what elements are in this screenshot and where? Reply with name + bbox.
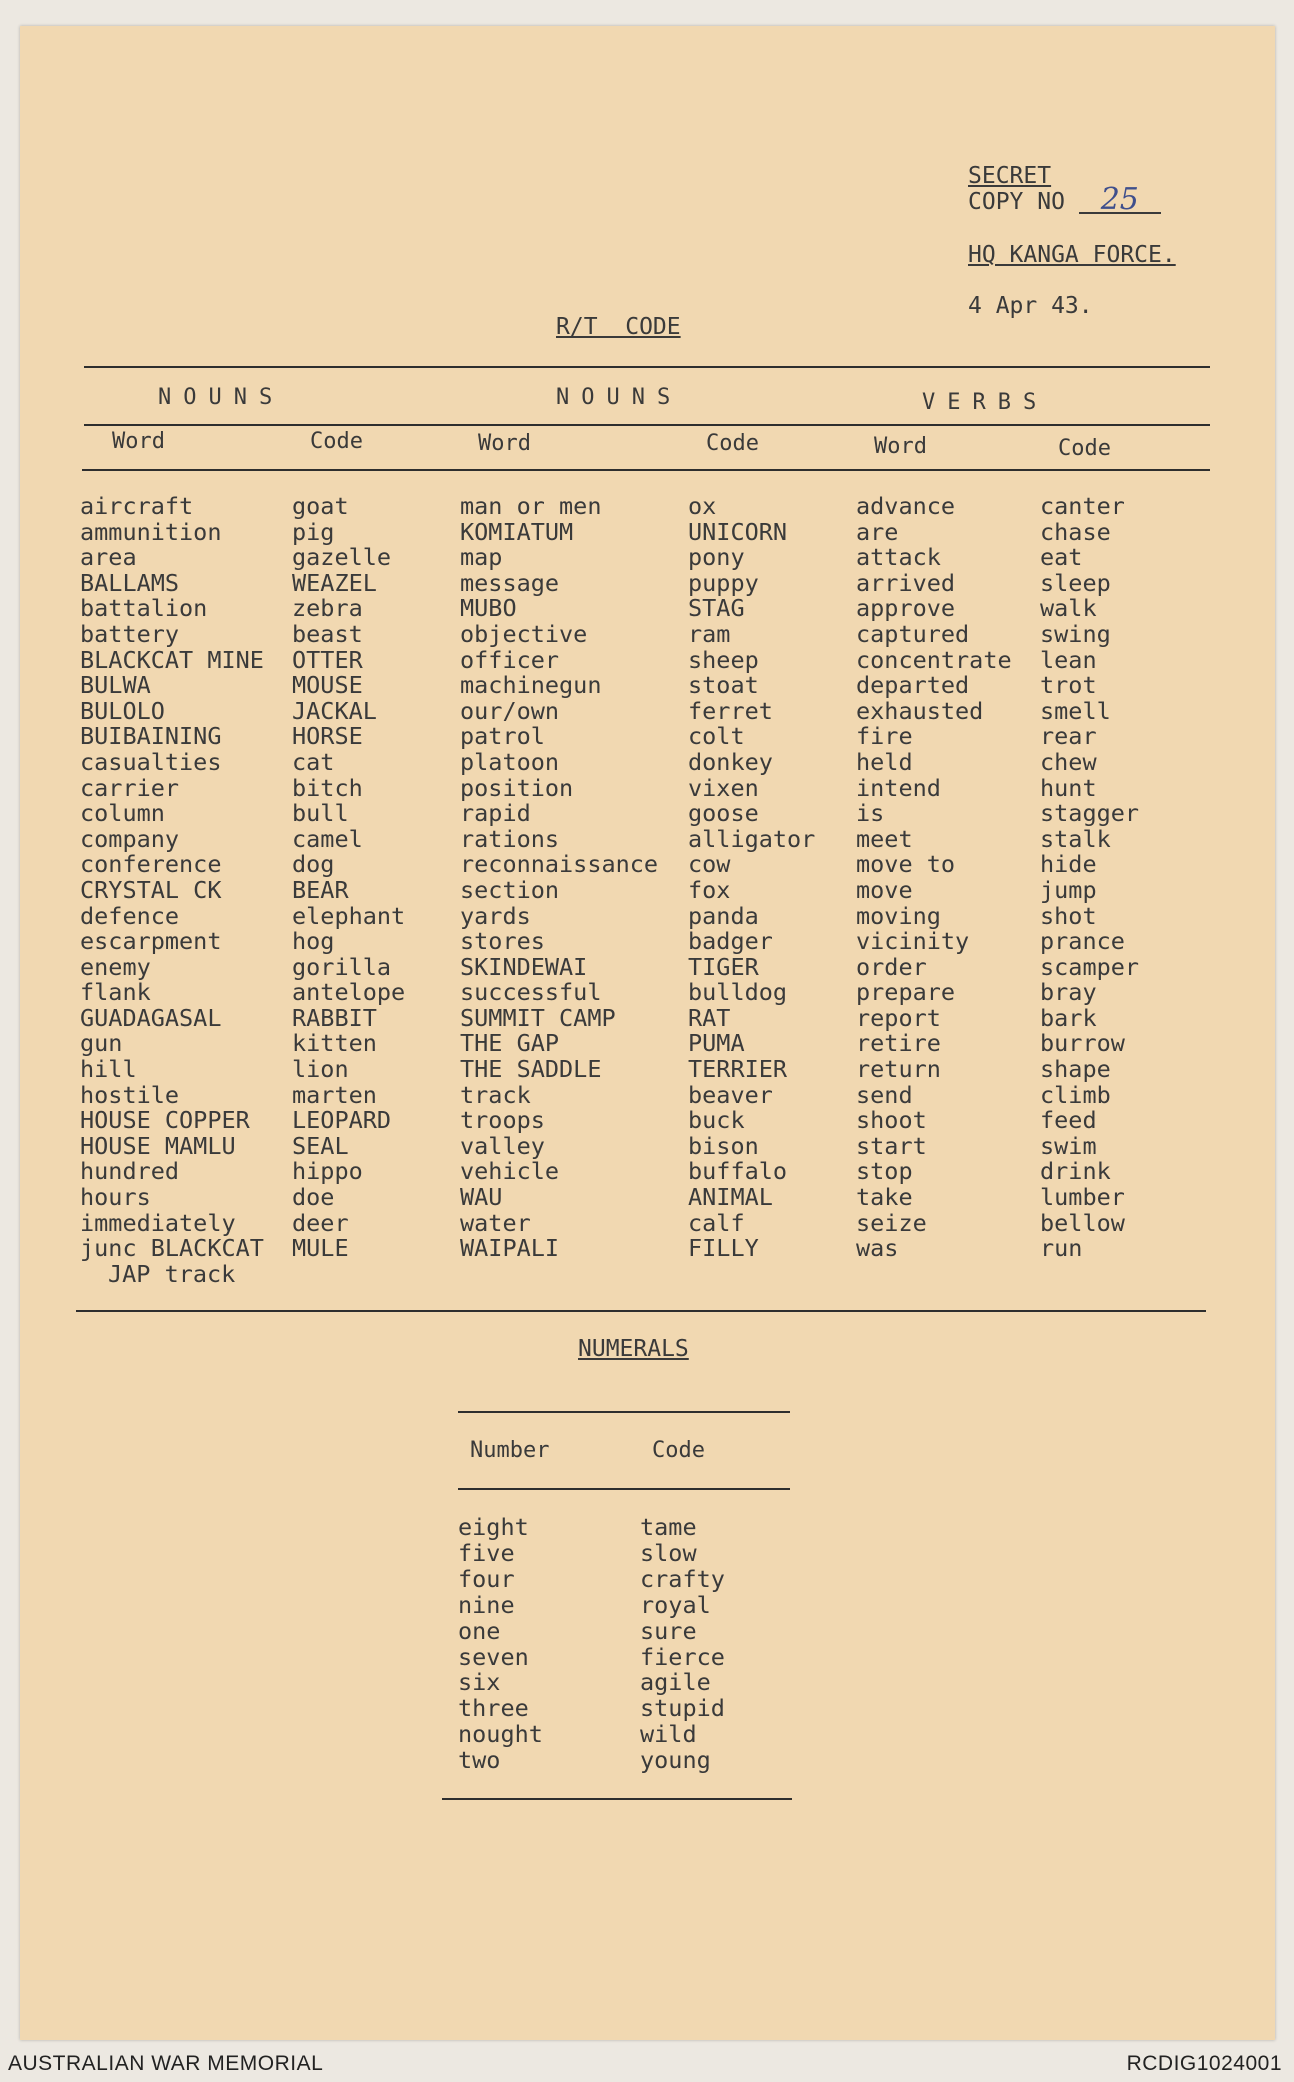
list-item: troops xyxy=(460,1106,545,1135)
nouns-2-code-column xyxy=(688,494,815,1262)
list-item: beast xyxy=(292,619,363,648)
list-item: BUIBAINING xyxy=(80,722,222,751)
verbs-word-column xyxy=(856,494,1012,1262)
list-item: kitten xyxy=(292,1029,377,1058)
list-item: hunt xyxy=(1040,773,1097,802)
list-item: gun xyxy=(80,1029,123,1058)
list-item: JAP track xyxy=(108,1259,236,1288)
list-item: four xyxy=(458,1564,515,1593)
list-item: LEOPARD xyxy=(292,1106,392,1135)
list-item: sheep xyxy=(688,645,759,674)
list-item: company xyxy=(80,824,180,853)
list-item: vixen xyxy=(688,773,759,802)
table-bottom-rule xyxy=(76,1310,1206,1312)
list-item: gorilla xyxy=(292,952,392,981)
list-item: column xyxy=(80,799,165,828)
list-item: reconnaissance xyxy=(460,850,659,879)
list-item: stupid xyxy=(640,1694,725,1723)
column-header-code-3: Code xyxy=(1058,436,1111,461)
list-item: ox xyxy=(688,492,717,520)
list-item: BLACKCAT MINE xyxy=(80,645,264,674)
list-item: MUBO xyxy=(460,594,517,623)
numerals-top-rule xyxy=(458,1411,790,1413)
numerals-number-header: Number xyxy=(470,1438,550,1463)
list-item: puppy xyxy=(688,568,759,597)
list-item: run xyxy=(1040,1234,1083,1263)
list-item: prance xyxy=(1040,927,1125,956)
list-item: bison xyxy=(688,1131,759,1160)
nouns-2-word-column xyxy=(460,494,658,1262)
list-item: report xyxy=(856,1003,941,1032)
list-item: crafty xyxy=(640,1564,725,1593)
list-item: SUMMIT CAMP xyxy=(460,1003,616,1032)
list-item: position xyxy=(460,773,574,802)
list-item: approve xyxy=(856,594,956,623)
list-item: exhausted xyxy=(856,696,984,725)
classification-label: SECRET xyxy=(968,163,1052,189)
list-item: stagger xyxy=(1040,799,1140,828)
list-item: eight xyxy=(458,1513,529,1541)
list-item: one xyxy=(458,1616,501,1645)
list-item: start xyxy=(856,1131,927,1160)
list-item: ferret xyxy=(688,696,773,725)
list-item: prepare xyxy=(856,978,956,1007)
list-item: buck xyxy=(688,1106,745,1135)
list-item: attack xyxy=(856,543,941,572)
numerals-code-header: Code xyxy=(652,1438,705,1463)
list-item: rations xyxy=(460,824,560,853)
list-item: gazelle xyxy=(292,543,392,572)
list-item: message xyxy=(460,568,560,597)
list-item: two xyxy=(458,1746,501,1775)
list-item: HOUSE MAMLU xyxy=(80,1131,236,1160)
list-item: eat xyxy=(1040,543,1083,572)
column-header-word-2: Word xyxy=(478,431,531,456)
list-item: concentrate xyxy=(856,645,1012,674)
list-item: five xyxy=(458,1538,515,1567)
list-item: shoot xyxy=(856,1106,927,1135)
copy-number-label xyxy=(968,182,1161,217)
list-item: stop xyxy=(856,1157,913,1186)
list-item: BULWA xyxy=(80,671,151,700)
list-item: section xyxy=(460,875,560,904)
list-item: conference xyxy=(80,850,222,879)
list-item: bray xyxy=(1040,978,1097,1007)
list-item: our/own xyxy=(460,696,560,725)
list-item: track xyxy=(460,1080,531,1109)
list-item: calf xyxy=(688,1208,745,1237)
list-item: advance xyxy=(856,492,956,520)
list-item: ram xyxy=(688,619,731,648)
list-item: fierce xyxy=(640,1642,725,1671)
list-item: donkey xyxy=(688,747,773,776)
list-item: stores xyxy=(460,927,545,956)
list-item: are xyxy=(856,517,899,546)
list-item: royal xyxy=(640,1590,711,1619)
list-item: BALLAMS xyxy=(80,568,180,597)
list-item: arrived xyxy=(856,568,956,597)
group-heading-nouns-2: NOUNS xyxy=(556,385,683,410)
list-item: THE SADDLE xyxy=(460,1055,602,1084)
list-item: BEAR xyxy=(292,875,349,904)
list-item: sure xyxy=(640,1616,697,1645)
list-item: hill xyxy=(80,1055,137,1084)
list-item: escarpment xyxy=(80,927,222,956)
list-item: TIGER xyxy=(688,952,759,981)
list-item: BULOLO xyxy=(80,696,165,725)
list-item: lion xyxy=(292,1055,349,1084)
list-item: seize xyxy=(856,1208,927,1237)
list-item: patrol xyxy=(460,722,545,751)
list-item: goose xyxy=(688,799,759,828)
list-item: objective xyxy=(460,619,588,648)
group-header-rule xyxy=(84,424,1210,426)
numerals-code-column xyxy=(640,1515,725,1774)
list-item: RAT xyxy=(688,1003,731,1032)
list-item: three xyxy=(458,1694,529,1723)
list-item: hide xyxy=(1040,850,1097,879)
list-item: seven xyxy=(458,1642,529,1671)
group-heading-verbs: VERBS xyxy=(922,390,1049,415)
list-item: machinegun xyxy=(460,671,602,700)
list-item: smell xyxy=(1040,696,1111,725)
list-item: chase xyxy=(1040,517,1111,546)
list-item: KOMIATUM xyxy=(460,517,574,546)
list-item: casualties xyxy=(80,747,222,776)
list-item: fire xyxy=(856,722,913,751)
list-item: vehicle xyxy=(460,1157,560,1186)
list-item: swing xyxy=(1040,619,1111,648)
list-item: moving xyxy=(856,901,941,930)
list-item: cat xyxy=(292,747,335,776)
list-item: vicinity xyxy=(856,927,970,956)
list-item: GUADAGASAL xyxy=(80,1003,222,1032)
unit-name: HQ KANGA FORCE. xyxy=(968,242,1176,268)
list-item: marten xyxy=(292,1080,377,1109)
list-item: zebra xyxy=(292,594,363,623)
list-item: walk xyxy=(1040,594,1097,623)
list-item: TERRIER xyxy=(688,1055,788,1084)
list-item: canter xyxy=(1040,492,1125,520)
list-item: move xyxy=(856,875,913,904)
list-item: captured xyxy=(856,619,970,648)
column-header-word-3: Word xyxy=(874,434,927,459)
list-item: was xyxy=(856,1234,899,1263)
list-item: scamper xyxy=(1040,952,1140,981)
list-item: flank xyxy=(80,978,151,1007)
nouns-1-word-column xyxy=(80,494,264,1287)
list-item: send xyxy=(856,1080,913,1109)
list-item: climb xyxy=(1040,1080,1111,1109)
column-header-code-2: Code xyxy=(706,431,759,456)
list-item: battery xyxy=(80,619,180,648)
group-heading-nouns-1: NOUNS xyxy=(158,385,285,410)
list-item: map xyxy=(460,543,503,572)
list-item: shape xyxy=(1040,1055,1111,1084)
document-title: R/T CODE xyxy=(556,314,681,340)
list-item: rapid xyxy=(460,799,531,828)
list-item: stoat xyxy=(688,671,759,700)
list-item: SKINDEWAI xyxy=(460,952,588,981)
list-item: hours xyxy=(80,1183,151,1212)
list-item: deer xyxy=(292,1208,349,1237)
list-item: nought xyxy=(458,1720,543,1749)
list-item: yards xyxy=(460,901,531,930)
list-item: swim xyxy=(1040,1131,1097,1160)
list-item: OTTER xyxy=(292,645,363,674)
list-item: STAG xyxy=(688,594,745,623)
list-item: pig xyxy=(292,517,335,546)
list-item: is xyxy=(856,799,885,828)
list-item: bitch xyxy=(292,773,363,802)
list-item: six xyxy=(458,1668,501,1697)
document-date: 4 Apr 43. xyxy=(968,293,1093,319)
list-item: immediately xyxy=(80,1208,236,1237)
list-item: lean xyxy=(1040,645,1097,674)
numerals-number-column xyxy=(458,1515,543,1774)
list-item: MULE xyxy=(292,1234,349,1263)
list-item: young xyxy=(640,1746,711,1775)
list-item: badger xyxy=(688,927,773,956)
column-header-word-1: Word xyxy=(112,429,165,454)
list-item: sleep xyxy=(1040,568,1111,597)
list-item: wild xyxy=(640,1720,697,1749)
list-item: burrow xyxy=(1040,1029,1125,1058)
list-item: order xyxy=(856,952,927,981)
numerals-bottom-rule xyxy=(442,1798,792,1800)
footer-source-label: AUSTRALIAN WAR MEMORIAL xyxy=(8,2052,324,2075)
list-item: fox xyxy=(688,875,731,904)
list-item: WAU xyxy=(460,1183,503,1212)
list-item: camel xyxy=(292,824,363,853)
list-item: slow xyxy=(640,1538,697,1567)
list-item: RABBIT xyxy=(292,1003,377,1032)
table-top-rule xyxy=(84,366,1210,368)
list-item: jump xyxy=(1040,875,1097,904)
list-item: HOUSE COPPER xyxy=(80,1106,250,1135)
list-item: valley xyxy=(460,1131,545,1160)
column-header-code-1: Code xyxy=(310,429,363,454)
list-item: trot xyxy=(1040,671,1097,700)
list-item: tame xyxy=(640,1513,697,1541)
list-item: carrier xyxy=(80,773,180,802)
list-item: elephant xyxy=(292,901,406,930)
list-item: battalion xyxy=(80,594,208,623)
list-item: shot xyxy=(1040,901,1097,930)
list-item: drink xyxy=(1040,1157,1111,1186)
list-item: ammunition xyxy=(80,517,222,546)
list-item: water xyxy=(460,1208,531,1237)
column-header-rule xyxy=(82,469,1210,471)
list-item: nine xyxy=(458,1590,515,1619)
list-item: hippo xyxy=(292,1157,363,1186)
footer-record-id: RCDIG1024001 xyxy=(1126,2052,1282,2075)
list-item: defence xyxy=(80,901,180,930)
list-item: retire xyxy=(856,1029,941,1058)
list-item: pony xyxy=(688,543,745,572)
list-item: chew xyxy=(1040,747,1097,776)
list-item: stalk xyxy=(1040,824,1111,853)
list-item: hostile xyxy=(80,1080,180,1109)
list-item: officer xyxy=(460,645,560,674)
list-item: THE GAP xyxy=(460,1029,560,1058)
list-item: FILLY xyxy=(688,1234,759,1263)
list-item: rear xyxy=(1040,722,1097,751)
list-item: goat xyxy=(292,492,349,520)
list-item: colt xyxy=(688,722,745,751)
list-item: panda xyxy=(688,901,759,930)
numerals-header-rule xyxy=(458,1488,790,1490)
list-item: SEAL xyxy=(292,1131,349,1160)
list-item: bull xyxy=(292,799,349,828)
list-item: bark xyxy=(1040,1003,1097,1032)
list-item: platoon xyxy=(460,747,560,776)
nouns-1-code-column xyxy=(292,494,405,1262)
list-item: enemy xyxy=(80,952,151,981)
list-item: man or men xyxy=(460,492,602,520)
copy-label: COPY NO xyxy=(968,189,1065,215)
list-item: cow xyxy=(688,850,731,879)
list-item: meet xyxy=(856,824,913,853)
list-item: dog xyxy=(292,850,335,879)
copy-number-field xyxy=(1079,182,1161,217)
list-item: PUMA xyxy=(688,1029,745,1058)
list-item: take xyxy=(856,1183,913,1212)
list-item: lumber xyxy=(1040,1183,1125,1212)
list-item: move to xyxy=(856,850,956,879)
list-item: buffalo xyxy=(688,1157,788,1186)
list-item: hundred xyxy=(80,1157,180,1186)
list-item: area xyxy=(80,543,137,572)
list-item: alligator xyxy=(688,824,816,853)
list-item: held xyxy=(856,747,913,776)
list-item: hog xyxy=(292,927,335,956)
list-item: aircraft xyxy=(80,492,194,520)
list-item: MOUSE xyxy=(292,671,363,700)
list-item: agile xyxy=(640,1668,711,1697)
list-item: CRYSTAL CK xyxy=(80,875,222,904)
list-item: return xyxy=(856,1055,941,1084)
list-item: WEAZEL xyxy=(292,568,377,597)
list-item: junc BLACKCAT xyxy=(80,1234,264,1263)
list-item: feed xyxy=(1040,1106,1097,1135)
numerals-title: NUMERALS xyxy=(578,1336,689,1362)
list-item: departed xyxy=(856,671,970,700)
list-item: bellow xyxy=(1040,1208,1125,1237)
copy-number-handwritten: 25 xyxy=(1100,182,1139,217)
list-item: successful xyxy=(460,978,602,1007)
list-item: intend xyxy=(856,773,941,802)
list-item: JACKAL xyxy=(292,696,377,725)
list-item: HORSE xyxy=(292,722,363,751)
list-item: ANIMAL xyxy=(688,1183,773,1212)
list-item: beaver xyxy=(688,1080,773,1109)
list-item: bulldog xyxy=(688,978,788,1007)
list-item: UNICORN xyxy=(688,517,788,546)
list-item: WAIPALI xyxy=(460,1234,560,1263)
list-item: doe xyxy=(292,1183,335,1212)
verbs-code-column xyxy=(1040,494,1139,1262)
list-item: antelope xyxy=(292,978,406,1007)
